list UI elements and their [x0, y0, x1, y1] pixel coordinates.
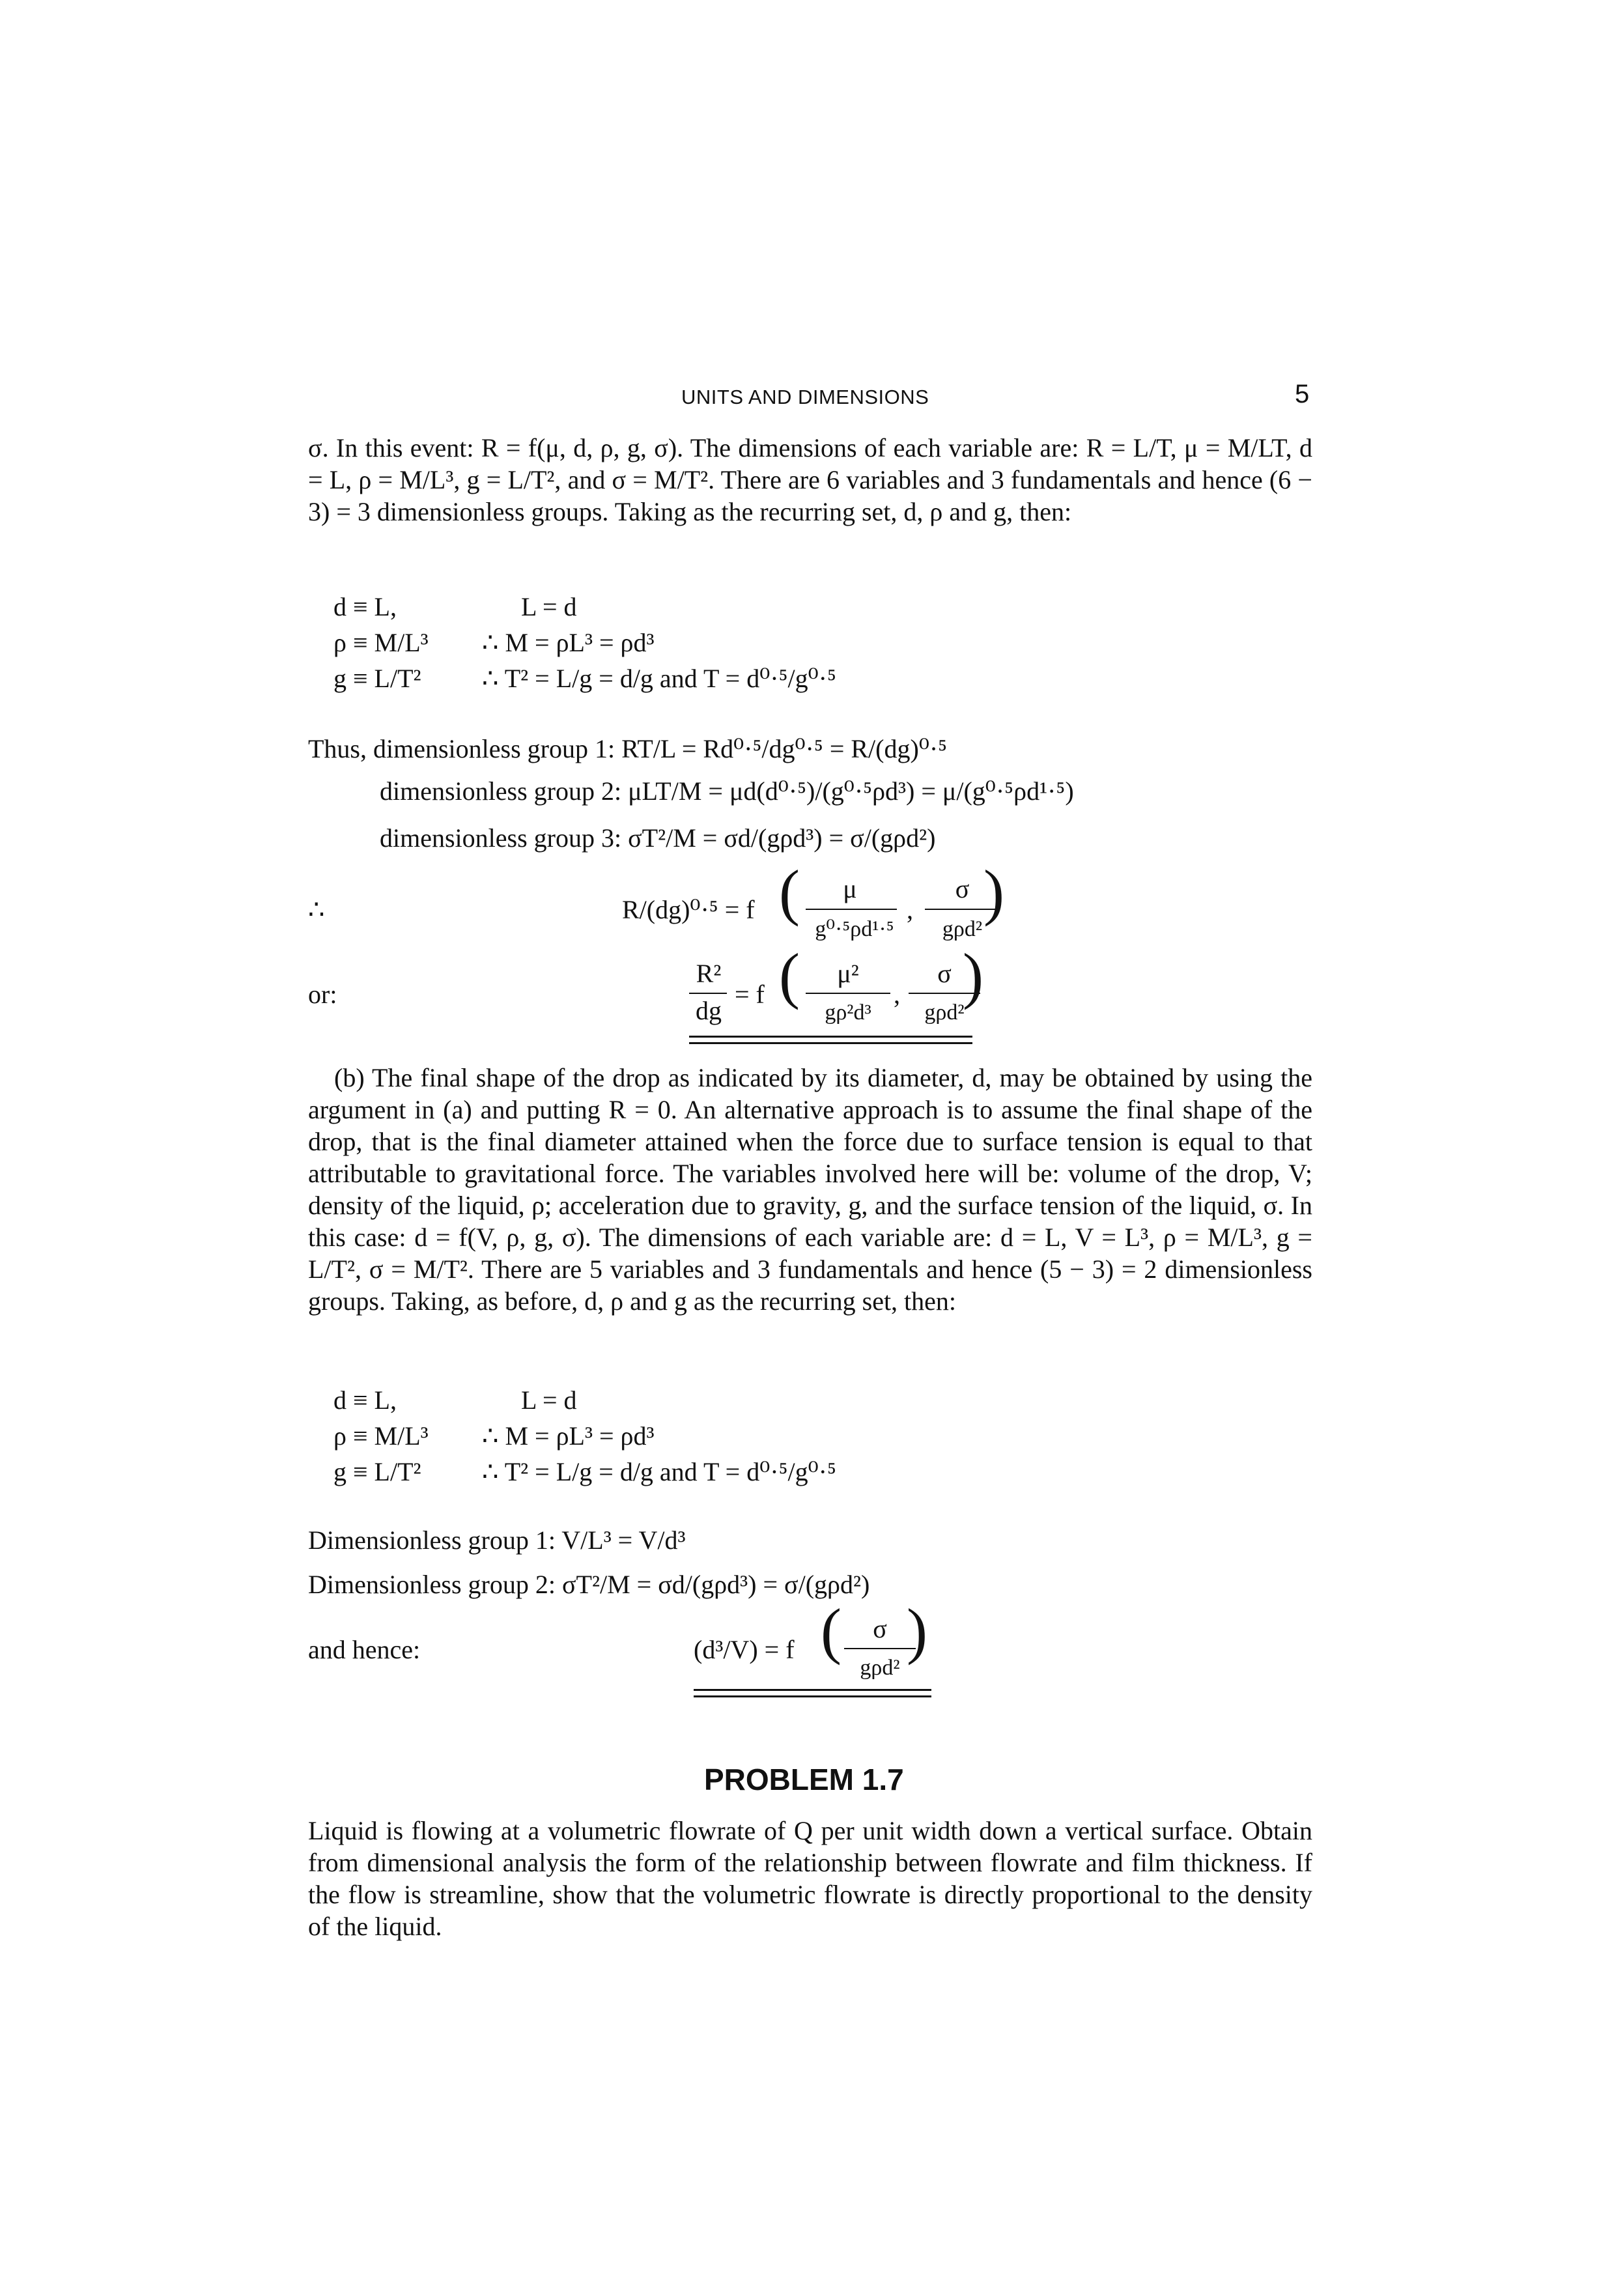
term1-numerator: μ [843, 874, 857, 903]
or-label: or: [308, 980, 337, 1009]
lhs2-numerator: R² [696, 959, 722, 988]
set-a-right-1: L = d [521, 592, 577, 621]
right-paren: ) [907, 1596, 927, 1665]
group-a-1: Thus, dimensionless group 1: RT/L = Rd⁰·⁵/dg⁰·⁵ = R/(dg)⁰·⁵ [308, 734, 948, 763]
group-a-3: dimensionless group 3: σT²/M = σd/(gρd³) = σ/(gρd²) [380, 823, 936, 853]
left-paren: ( [779, 941, 800, 1010]
set-b-right-3: ∴ T² = L/g = d/g and T = d⁰·⁵/g⁰·⁵ [482, 1457, 836, 1486]
and-hence-label: and hence: [308, 1635, 421, 1664]
double-underline-top [689, 1036, 972, 1038]
double-underline-top [694, 1689, 931, 1691]
part-b-paragraph: (b) The final shape of the drop as indicated by its diameter, d, may be obtained by using the argument in (a) and putting R = 0. An alternative approach is to assume the final shape of the drop, that is the final diameter attained when the force due to surface tension is equal to that attributable to gravitational force. The variables involved here will be: volume of the drop, V; density of the liquid, ρ; acceleration due to gravity, g, and the surface tension of the liquid, σ. In this case: d = f(V, ρ, g, σ). The dimensions of each variable are: d = L, V = L³, ρ = M/L³, g = L/T², σ = M/T². There are 5 variables and 3 fundamentals and hence (5 − 3) = 2 dimensionless groups. Taking, as before, d, ρ and g as the recurring set, then: [308, 1063, 1312, 1316]
problem-heading: PROBLEM 1.7 [704, 1763, 904, 1796]
result-a-eq-f: = f [735, 980, 765, 1009]
right-paren: ) [983, 857, 1004, 927]
set-a-left-1: d ≡ L, [333, 592, 397, 621]
set-b-right-2: ∴ M = ρL³ = ρd³ [482, 1421, 655, 1451]
group-a-2: dimensionless group 2: μLT/M = μd(d⁰·⁵)/(g⁰·⁵ρd³) = μ/(g⁰·⁵ρd¹·⁵) [380, 776, 1074, 806]
term3-fraction-bar [806, 993, 890, 994]
result-b-fraction-bar [844, 1648, 916, 1649]
intro-paragraph: σ. In this event: R = f(μ, d, ρ, g, σ). The dimensions of each variable are: R = L/T, μ = M/LT, d = L, ρ = M/L³, g = L/T², and σ = M/T². There are 6 variables and 3 fundamentals and hence (6 − 3) = 3 dimensionless groups. Taking as the recurring set, d, ρ and g, then: [308, 433, 1312, 526]
lhs2-denominator: dg [696, 996, 722, 1025]
group-b-2: Dimensionless group 2: σT²/M = σd/(gρd³) = σ/(gρd²) [308, 1570, 870, 1599]
page-number: 5 [1295, 380, 1310, 408]
term4-numerator: σ [937, 959, 952, 988]
lhs2-fraction-bar [689, 993, 727, 994]
set-a-left-2: ρ ≡ M/L³ [333, 628, 429, 657]
term2-denominator: gρd² [942, 917, 983, 941]
left-paren: ( [821, 1596, 841, 1665]
term3-denominator: gρ²d³ [825, 1000, 871, 1025]
left-paren: ( [779, 857, 800, 927]
result-a-lhs: R/(dg)⁰·⁵ = f [622, 895, 755, 924]
result-b-numerator: σ [873, 1614, 887, 1643]
term3-numerator: μ² [837, 959, 859, 988]
problem-text: Liquid is flowing at a volumetric flowrate of Q per unit width down a vertical surface. Obtain from dimensional analysis the form of the relationship between flowrate and film thickness. If the flow is streamline, show that the volumetric flowrate is directly proportional to the density of the liquid. [308, 1816, 1312, 1941]
double-underline-bottom [694, 1695, 931, 1697]
double-underline-bottom [689, 1042, 972, 1044]
running-title: UNITS AND DIMENSIONS [681, 386, 929, 408]
set-b-left-2: ρ ≡ M/L³ [333, 1421, 429, 1451]
term-comma: , [894, 980, 900, 1009]
set-b-left-3: g ≡ L/T² [333, 1457, 421, 1486]
term1-denominator: g⁰·⁵ρd¹·⁵ [815, 917, 894, 941]
right-paren: ) [963, 941, 983, 1010]
set-b-right-1: L = d [521, 1385, 577, 1415]
set-a-left-3: g ≡ L/T² [333, 664, 421, 693]
therefore-symbol: ∴ [308, 895, 325, 924]
set-a-right-3: ∴ T² = L/g = d/g and T = d⁰·⁵/g⁰·⁵ [482, 664, 836, 693]
term1-fraction-bar [806, 909, 897, 910]
result-b-denominator: gρd² [860, 1656, 900, 1680]
term4-denominator: gρd² [924, 1000, 965, 1025]
group-b-1: Dimensionless group 1: V/L³ = V/d³ [308, 1525, 686, 1555]
set-b-left-1: d ≡ L, [333, 1385, 397, 1415]
term-comma: , [907, 895, 913, 924]
term2-numerator: σ [955, 874, 970, 903]
result-b-lhs: (d³/V) = f [694, 1635, 795, 1664]
set-a-right-2: ∴ M = ρL³ = ρd³ [482, 628, 655, 657]
